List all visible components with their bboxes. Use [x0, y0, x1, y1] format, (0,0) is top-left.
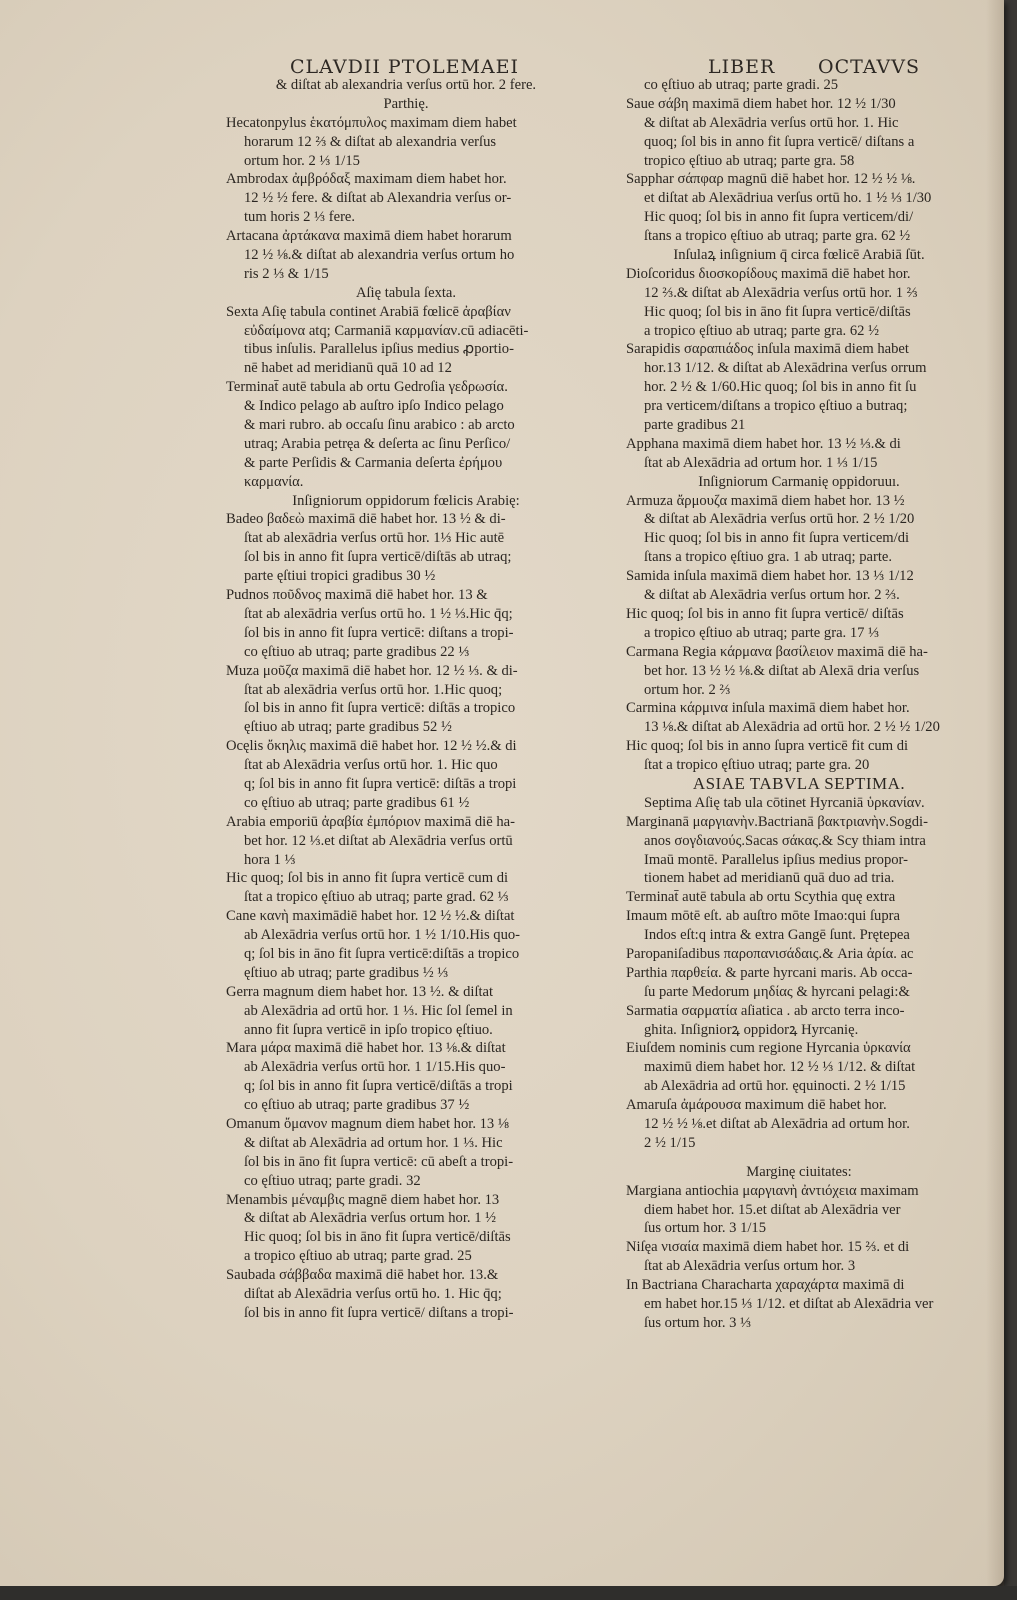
text-line: Saubada σάββαδα maximā diē habet hor. 13.& — [226, 1267, 499, 1284]
text-line: diſtat ab Alexādria verſus ortū ho. 1. Hic q̄q; — [244, 1286, 502, 1302]
text-line: Sexta Aſię tabula continet Arabiā fœlicē ἀραβίαν — [226, 303, 511, 320]
text-line: a tropico ęſtiuo ab utraq; parte gra. 17 ⅓ — [644, 624, 880, 641]
text-line: & Indico pelago ab auſtro ipſo Indico pelago — [244, 398, 504, 415]
text-line: Hic quoq; ſol bis in anno fit ſupra verticem/di — [644, 530, 910, 547]
text-line: maximū diem habet hor. 12 ½ ⅓ 1/12. & diſtat — [644, 1059, 916, 1076]
text-line: ſus ortum hor. 3 ⅓ — [644, 1314, 752, 1331]
text-line: tionem habet ad meridianū quā duo ad tria. — [644, 870, 895, 887]
text-line: ortum hor. 2 ⅔ — [644, 681, 731, 698]
running-head-right-liber: LIBER — [708, 56, 776, 78]
text-line: ab Alexādria verſus ortū hor. 1 ½ 1/10.His quo- — [244, 927, 521, 944]
section-heading-line: Inſulaꝝ inſignium q̄ circa fœlicē Arabiā ſūt. — [673, 247, 925, 264]
text-line: & diſtat ab Alexādria verſus ortum hor. 2 ⅔. — [644, 587, 900, 604]
text-line: Gerra magnum diem habet hor. 13 ½. & diſtat — [226, 983, 494, 1000]
text-line: 12 ⅔.& diſtat ab Alexādria verſus ortū hor. 1 ⅔ — [644, 284, 918, 301]
text-line: ſol bis in āno fit ſupra verticē: cū abeſt a tropi- — [244, 1153, 514, 1170]
text-line: εὐδαίμονα atq; Carmaniā καρμανίαν.cū adiacēti- — [244, 322, 529, 339]
text-line: 12 ½ ⅛.& diſtat ab alexandria verſus ortum ho — [244, 247, 515, 264]
text-line: Armuza ἄρμουζα maximā diem habet hor. 13 ½ — [626, 492, 905, 509]
left-text-column — [226, 76, 586, 1323]
section-heading-line: ASIAE TABVLA SEPTIMA. — [692, 773, 906, 793]
text-line: Dioſcoridus διοσκορίδους maximā diē habet hor. — [626, 265, 911, 282]
text-line: ęſtiuo ab utraq; parte gradibus ½ ⅓ — [244, 964, 449, 981]
text-line: Hic quoq; ſol bis in anno fit ſupra verticē cum di — [226, 870, 509, 887]
text-line: a tropico ęſtiuo ab utraq; parte gra. 62 ½ — [644, 322, 880, 339]
text-line: ſtans a tropico ęſtiuo gra. 1 ab utraq; parte. — [644, 549, 893, 566]
text-line: & diſtat ab Alexādria verſus ortum hor. 1 ½ — [244, 1210, 497, 1227]
text-line: Ocęlis ὄκηλις maximā diē habet hor. 12 ½ ½.& di — [226, 738, 517, 755]
text-line: Muza μοῦζα maximā diē habet hor. 12 ½ ⅓. & di- — [226, 662, 518, 679]
text-line: ſtans a tropico ęſtiuo ab utraq; parte gra. 62 ½ — [644, 228, 911, 245]
text-line: Carmina κάρμινα inſula maximā diem habet hor. — [626, 700, 910, 717]
text-line: & diſtat ab Alexādria verſus ortū hor. 1. Hic — [644, 114, 899, 131]
text-line: Omanum ὄμανον magnum diem habet hor. 13 ⅛ — [226, 1115, 509, 1132]
text-line: Hic quoq; ſol bis in anno fit ſupra verticē/ diſtās — [626, 605, 904, 622]
text-line: hor. 2 ½ & 1/60.Hic quoq; ſol bis in anno fit ſu — [644, 379, 917, 396]
text-line: ſol bis in anno fit ſupra verticē/diſtās ab utraq; — [244, 549, 512, 566]
text-line: em habet hor.15 ⅓ 1/12. et diſtat ab Alexādria ver — [644, 1296, 934, 1312]
text-line: parte ęſtiui tropici gradibus 30 ½ — [244, 568, 436, 585]
text-line: Samida inſula maximā diem habet hor. 13 ⅓ 1/12 — [626, 568, 914, 585]
text-line: ſtat ab alexādria verſus ortū hor. 1⅓ Hic autē — [244, 530, 505, 547]
text-line: Saue σάβη maximā diem habet hor. 12 ½ 1/30 — [626, 95, 896, 112]
text-line: Marginanā μαργιανὴν.Bactrianā βακτριανὴν.Sogdi- — [626, 813, 928, 830]
text-line: ſtat ab alexādria verſus ortū hor. 1.Hic quoq; — [244, 681, 503, 698]
section-heading-line: Aſię tabula ſexta. — [355, 284, 457, 301]
text-line: Parthia παρθεία. & parte hyrcani maris. Ab occa- — [626, 964, 913, 981]
text-line: 12 ½ ½ ⅛.et diſtat ab Alexādria ad ortum hor. — [644, 1115, 910, 1132]
text-line: 12 ½ ½ fere. & diſtat ab Alexandria verſus or- — [244, 190, 512, 207]
text-line: ris 2 ⅓ & 1/15 — [244, 265, 329, 282]
text-line: ſol bis in anno fit ſupra verticē: diſtans a tropi- — [244, 624, 514, 641]
text-line: Paropaniſadibus παροπανισάδαις.& Aria ἀρία. ac — [626, 945, 914, 962]
text-line: bet hor. 13 ½ ½ ⅛.& diſtat ab Alexā dria verſus — [644, 662, 920, 679]
text-line: Septima Aſię tab ula cōtinet Hyrcaniā ὑρκανίαν. — [644, 794, 925, 811]
text-line: Menambis μέναμβις magnē diem habet hor. 13 — [226, 1191, 500, 1208]
text-line: co ęſtiuo ab utraq; parte gradibus 61 ½ — [244, 794, 470, 811]
text-line: quoq; ſol bis in anno fit ſupra verticē/ diſtans a — [644, 133, 915, 150]
text-line: Eiuſdem nominis cum regione Hyrcania ὑρκανία — [626, 1040, 911, 1057]
text-line: Hic quoq; ſol bis in anno fit ſupra verticem/di/ — [644, 209, 914, 226]
text-line: ortum hor. 2 ⅓ 1/15 — [244, 152, 360, 169]
text-line: Amaruſa ἀμάρουσα maximum diē habet hor. — [626, 1097, 887, 1114]
text-line: pra verticem/diſtans a tropico ęſtiuo a butraq; — [644, 398, 908, 415]
text-line: q; ſol bis in anno fit ſupra verticē/diſtās a tropi — [244, 1078, 513, 1095]
text-line: Sarmatia σαρματία aſiatica . ab arcto terra inco- — [626, 1002, 905, 1019]
text-line: ſol bis in anno fit ſupra verticē/ diſtans a tropi- — [244, 1304, 514, 1321]
running-head-right-octavus: OCTAVVS — [818, 56, 920, 78]
text-line: καρμανία. — [244, 473, 304, 490]
text-line: Imaū montē. Parallelus ipſius medius propor- — [644, 851, 908, 868]
text-line: ęſtiuo ab utraq; parte gradibus 52 ½ — [244, 719, 452, 736]
text-line: ſtat a tropico ęſtiuo utraq; parte gra. 20 — [644, 757, 870, 774]
text-line: Arabia emporiū ἀραβία ἐμπόριον maximā diē ha- — [226, 813, 515, 830]
text-line: 13 ⅛.& diſtat ab Alexādria ad ortū hor. 2 ½ ½ 1/20 — [644, 719, 940, 736]
text-line: co ęſtiuo ab utraq; parte gradibus 37 ½ — [244, 1097, 470, 1114]
text-line: In Bactriana Characharta χαραχάρτα maximā di — [626, 1277, 905, 1294]
text-line: diem habet hor. 15.et diſtat ab Alexādria ver — [644, 1201, 901, 1218]
text-line: Sarapidis σαραπιάδος inſula maximā diem habet — [626, 341, 909, 358]
text-line: q; ſol bis in āno fit ſupra verticē:diſtās a tropico — [244, 945, 520, 962]
text-line: co ęſtiuo ab utraq; parte gradibus 22 ⅓ — [244, 643, 470, 660]
text-line: Indos eſt:q intra & extra Gangē ſunt. Prętерea — [644, 927, 910, 944]
text-line: ſtat ab Alexādria verſus ortū hor. 1. Hic quo — [244, 757, 498, 774]
text-line: ſtat ab Alexādria verſus ortum hor. 3 — [644, 1258, 856, 1275]
text-line: parte gradibus 21 — [644, 417, 746, 434]
text-line: Ambrodax ἀμβρόδαξ maximam diem habet hor. — [226, 171, 507, 188]
text-line: Imaum mōtē eſt. ab auſtro mōte Imao:qui ſupra — [626, 908, 900, 925]
section-heading-line: Marginę ciuitates: — [746, 1163, 852, 1180]
text-line: utraq; Arabia petręa & deſerta ac ſinu Perſico/ — [244, 435, 511, 452]
text-line: hor.13 1/12. & diſtat ab Alexādrina verſus orrum — [644, 360, 927, 377]
text-line: & diſtat ab Alexādria verſus ortū hor. 2 ½ 1/20 — [644, 511, 915, 528]
text-line: & diſtat ab Alexādria ad ortum hor. 1 ⅓. Hic — [244, 1134, 503, 1151]
text-line: Mara μάρα maximā diē habet hor. 13 ⅛.& diſtat — [226, 1040, 506, 1057]
text-line: Sapphar σάπφαρ magnū diē habet hor. 12 ½ ½ ⅛. — [626, 171, 916, 188]
text-line: ſtat ab Alexādria ad ortum hor. 1 ⅓ 1/15 — [644, 454, 878, 471]
text-line: anno fit ſupra verticē in ipſo tropico ęſtiuo. — [244, 1021, 493, 1038]
text-line: co ęſtiuo ab utraq; parte gradi. 25 — [644, 77, 839, 93]
text-line: Terminat̄ autē tabula ab ortu Scythia quę extra — [626, 889, 896, 906]
scan-background-edge — [0, 1586, 1017, 1600]
text-line: Badeo βαδεὼ maximā diē habet hor. 13 ½ & di- — [226, 511, 506, 528]
text-line: ſtat ab alexādria verſus ortū ho. 1 ½ ⅓.Hic q̄q; — [244, 605, 513, 622]
right-text-column — [626, 76, 972, 1333]
text-line: tropico ęſtiuo ab utraq; parte gra. 58 — [644, 152, 855, 169]
text-line: 2 ½ 1/15 — [644, 1134, 696, 1151]
text-line: ghita. Inſigniorꝝ oppidorꝝ Hyrcanię. — [644, 1021, 859, 1038]
section-heading-line: & diſtat ab alexandria verſus ortū hor. 2 fere. — [275, 77, 537, 93]
text-line: horarum 12 ⅔ & diſtat ab alexandria verſus — [244, 133, 497, 150]
text-line: Apphana maximā diem habet hor. 13 ½ ⅓.& di — [626, 435, 901, 452]
text-line: ab Alexādria ad ortū hor. 1 ⅓. Hic ſol ſemel in — [244, 1002, 513, 1019]
text-line: anos σογδιανούς.Sacas σάκας.& Scy thiam intra — [644, 832, 926, 849]
text-line: tum horis 2 ⅓ fere. — [244, 209, 356, 226]
text-line: ſu parte Medorum μηδίας & hyrcani pelagi:& — [644, 983, 910, 1000]
text-line: et diſtat ab Alexādriua verſus ortū ho. 1 ½ ⅓ 1/30 — [644, 190, 932, 207]
text-line: tibus inſulis. Parallelus ipſius medius ꝓportio- — [244, 341, 514, 358]
text-line: & parte Perſidis & Carmania deſerta ἐρήμου — [244, 454, 503, 471]
text-line: Niſęa νισαία maximā diem habet hor. 15 ⅔. et di — [626, 1239, 910, 1256]
text-line: ſus ortum hor. 3 1/15 — [644, 1220, 767, 1237]
text-line: Hic quoq; ſol bis in āno fit ſupra verticē/diſtās — [244, 1229, 511, 1246]
text-line: hora 1 ⅓ — [244, 851, 296, 868]
text-line: co ęſtiuo utraq; parte gradi. 32 — [244, 1172, 421, 1189]
text-line: q; ſol bis in anno fit ſupra verticē: diſtās a tropi — [244, 775, 517, 792]
text-line: & mari rubro. ab occaſu ſinu arabico : ab arcto — [244, 417, 515, 434]
text-line: nē habet ad meridianū quā 10 ad 12 — [244, 360, 452, 377]
text-line: Artacana ἀρτάκανα maximā diem habet horarum — [226, 228, 512, 245]
running-head-left: CLAVDII PTOLEMAEI — [290, 56, 520, 78]
text-line: Hic quoq; ſol bis in āno fit ſupra verticē/diſtās — [644, 303, 911, 320]
section-heading-line: Parthię. — [383, 95, 429, 112]
text-line: ab Alexādria verſus ortū hor. 1 1/15.His quo- — [244, 1059, 506, 1076]
text-line: Pudnos ποῦδνος maximā diē habet hor. 13 & — [226, 587, 488, 604]
section-heading-line: Inſigniorum Carmanię oppidoruuı. — [698, 473, 900, 490]
text-line: Carmana Regia κάρμανα βασίλειον maximā diē ha- — [626, 643, 928, 660]
text-line: ſol bis in anno fit ſupra verticē: diſtās a tropico — [244, 700, 516, 717]
text-line: a tropico ęſtiuo ab utraq; parte grad. 25 — [244, 1248, 472, 1265]
text-line: ab Alexādria ad ortū hor. ęquinocti. 2 ½ 1/15 — [644, 1078, 906, 1095]
text-line: ſtat a tropico ęſtiuo ab utraq; parte grad. 62 ⅓ — [244, 889, 509, 906]
text-line: Cane κανὴ maximādiē habet hor. 12 ½ ½.& diſtat — [226, 908, 515, 925]
text-line: Margiana antiochia μαργιανὴ ἀντιόχεια maximam — [626, 1182, 919, 1199]
text-line: bet hor. 12 ⅓.et diſtat ab Alexādria verſus ortū — [244, 832, 513, 849]
text-line: Terminat̄ autē tabula ab ortu Gedroſia γεδρωσία. — [226, 379, 508, 396]
section-heading-line: Inſigniorum oppidorum fœlicis Arabię: — [292, 492, 520, 509]
text-line: Hic quoq; ſol bis in anno ſupra verticē fit cum di — [626, 738, 909, 755]
text-line: Hecatonpylus ἑκατόμπυλος maximam diem habet — [226, 114, 517, 131]
